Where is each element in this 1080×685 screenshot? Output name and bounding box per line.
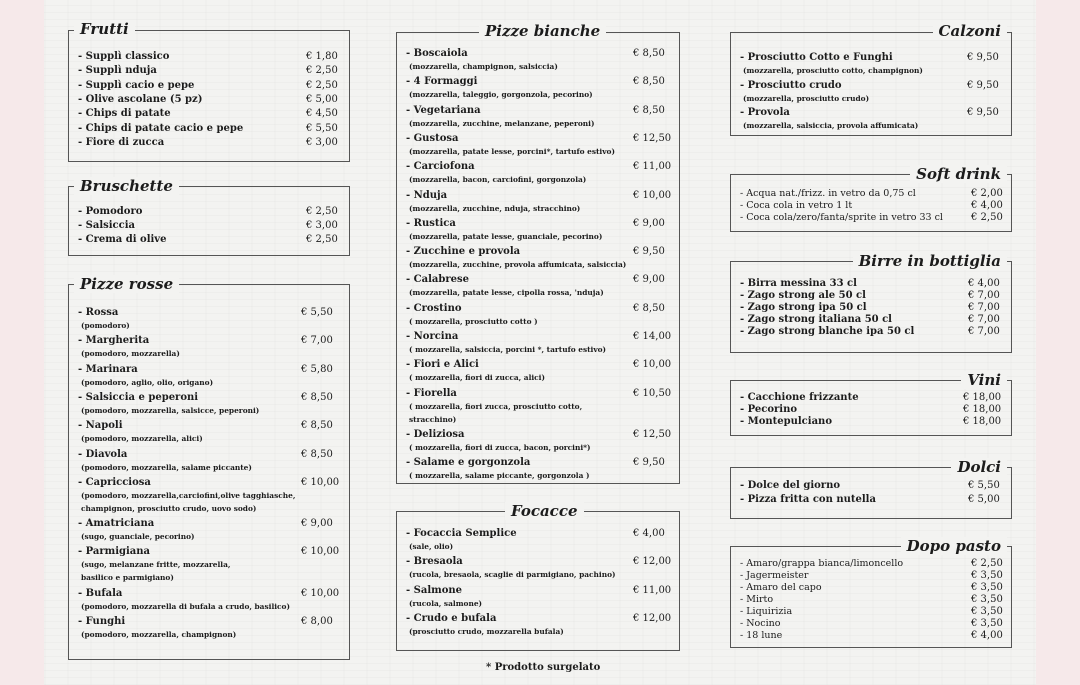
item-name: - Norcina xyxy=(406,331,459,342)
item-name: - Salame e gorgonzola xyxy=(406,457,531,469)
item-price: € 11,00 xyxy=(633,161,672,173)
item-description: (mozzarella, zucchine, provola affumicata, salsiccia) xyxy=(409,260,627,270)
item-price: € 9,00 xyxy=(633,217,665,229)
section-soft-drink xyxy=(730,165,1012,232)
item-price: € 5,50 xyxy=(968,480,1000,491)
item-name: - Bresaola xyxy=(406,556,463,568)
section-focacce xyxy=(396,502,680,651)
item-price: € 9,50 xyxy=(967,52,999,63)
item-price: € 4,50 xyxy=(306,108,338,120)
item-description: (mozzarella, prosciutto cotto, champignon) xyxy=(743,66,923,75)
item-price: € 7,00 xyxy=(968,326,1000,337)
item-price: € 14,00 xyxy=(633,331,672,342)
item-price: € 8,50 xyxy=(301,420,333,432)
item-price: € 9,50 xyxy=(633,457,665,469)
item-name: - Focaccia Semplice xyxy=(406,528,517,539)
item-name: - Margherita xyxy=(78,335,150,347)
item-name: - Amatriciana xyxy=(78,518,155,530)
item-description: (mozzarella, patate lesse, cipolla rossa, 'nduja) xyxy=(409,288,604,298)
item-price: € 9,50 xyxy=(967,79,999,91)
item-name: - Liquirizia xyxy=(740,606,793,617)
item-price: € 10,00 xyxy=(633,189,672,201)
item-price: € 7,00 xyxy=(968,290,1000,301)
item-price: € 9,50 xyxy=(967,107,999,118)
item-description: ( mozzarella, prosciutto cotto ) xyxy=(409,316,538,326)
item-description: ( mozzarella, fiori di zucca, bacon, porcini*) xyxy=(409,442,591,452)
item-description: (rucola, salmone) xyxy=(409,598,483,608)
item-price: € 5,50 xyxy=(306,122,338,134)
item-price: € 9,00 xyxy=(633,274,665,286)
item-price: € 12,00 xyxy=(633,556,672,568)
section-title: Dopo pasto xyxy=(901,537,1007,555)
item-name: - Bufala xyxy=(78,587,123,599)
item-name: - Funghi xyxy=(78,616,126,627)
item-description: (pomodoro) xyxy=(81,321,130,330)
item-price: € 3,50 xyxy=(971,606,1003,617)
item-description: ( mozzarella, salame piccante, gorgonzola ) xyxy=(409,471,590,481)
section-title: Frutti xyxy=(74,20,135,38)
item-description: ( mozzarella, salsiccia, porcini *, tartufo estivo) xyxy=(409,345,607,354)
item-description: (mozzarella, champignon, salsiccia) xyxy=(409,62,558,71)
item-description: (pomodoro, mozzarella, salame piccante) xyxy=(81,462,252,472)
item-name: - Deliziosa xyxy=(406,428,465,440)
item-description: (rucola, bresaola, scaglie di parmigiano, pachino) xyxy=(409,570,616,580)
item-price: € 1,80 xyxy=(306,51,338,62)
section-pizze-bianche xyxy=(396,22,680,484)
section-title: Vini xyxy=(961,371,1007,389)
item-description: (mozzarella, prosciutto crudo) xyxy=(743,93,870,103)
item-name: - Fiorella xyxy=(406,387,457,399)
item-price: € 10,50 xyxy=(633,387,672,399)
section-title: Dolci xyxy=(951,458,1007,476)
item-price: € 8,50 xyxy=(301,391,333,403)
item-name: - Nocino xyxy=(740,618,781,629)
item-name: - Crostino xyxy=(406,302,462,314)
section-pizze-rosse xyxy=(68,275,350,660)
item-price: € 8,00 xyxy=(301,616,333,627)
item-name: - Supplì cacio e pepe xyxy=(78,79,195,91)
item-price: € 18,00 xyxy=(963,392,1002,403)
item-price: € 18,00 xyxy=(963,416,1002,427)
item-name: - Calabrese xyxy=(406,274,469,286)
item-price: € 2,50 xyxy=(971,558,1003,569)
item-price: € 3,50 xyxy=(971,618,1003,629)
item-price: € 4,00 xyxy=(971,200,1003,211)
item-name: - Amaro del capo xyxy=(740,582,822,593)
item-price: € 10,00 xyxy=(301,546,340,558)
item-name: - Dolce del giorno xyxy=(740,480,841,491)
section-title: Pizze rosse xyxy=(74,275,179,293)
item-name: - Gustosa xyxy=(406,132,459,144)
item-price: € 4,00 xyxy=(968,278,1000,289)
item-price: € 4,00 xyxy=(633,528,665,539)
section-title: Bruschette xyxy=(74,177,179,195)
item-name: - Crema di olive xyxy=(78,234,167,245)
section-dolci xyxy=(730,458,1012,519)
footnote: * Prodotto surgelato xyxy=(486,662,601,673)
item-description: (mozzarella, patate lesse, porcini*, tartufo estivo) xyxy=(409,146,615,156)
item-price: € 12,50 xyxy=(633,132,672,144)
item-description: (mozzarella, patate lesse, guanciale, pecorino) xyxy=(409,231,603,241)
item-name: - Acqua nat./frizz. in vetro da 0,75 cl xyxy=(740,188,916,199)
item-name: - Pecorino xyxy=(740,404,798,415)
item-name: - Nduja xyxy=(406,189,448,201)
item-price: € 8,50 xyxy=(633,302,665,314)
item-price: € 10,00 xyxy=(301,587,340,599)
item-name: - Rossa xyxy=(78,307,119,318)
item-name: - Prosciutto crudo xyxy=(740,79,842,91)
item-name: - Fiori e Alici xyxy=(406,359,479,371)
item-name: - Zago strong ale 50 cl xyxy=(740,290,866,301)
section-bruschette xyxy=(68,177,350,256)
item-name: - Marinara xyxy=(78,363,138,375)
menu-sheet xyxy=(44,0,1036,685)
item-description: champignon, prosciutto crudo, uovo sodo) xyxy=(81,503,257,513)
section-title: Pizze bianche xyxy=(479,22,606,40)
item-name: - Mirto xyxy=(740,594,774,605)
item-price: € 2,50 xyxy=(306,65,338,77)
item-price: € 5,80 xyxy=(301,363,333,375)
item-price: € 3,50 xyxy=(971,582,1003,593)
item-description: ( mozzarella, fiori di zucca, alici) xyxy=(409,373,545,383)
item-name: - Provola xyxy=(740,107,790,118)
item-name: - Parmigiana xyxy=(78,546,151,558)
item-price: € 2,00 xyxy=(971,188,1003,199)
item-name: - Rustica xyxy=(406,217,456,229)
item-name: - Diavola xyxy=(78,448,128,460)
item-price: € 8,50 xyxy=(301,448,333,460)
section-title: Focacce xyxy=(505,502,584,520)
section-calzoni xyxy=(730,22,1012,136)
section-birre xyxy=(730,252,1012,353)
item-price: € 3,50 xyxy=(971,570,1003,581)
item-description: (mozzarella, zucchine, melanzane, peperoni) xyxy=(409,118,595,128)
item-name: - Cacchione frizzante xyxy=(740,392,859,403)
item-price: € 10,00 xyxy=(301,476,340,488)
item-price: € 8,50 xyxy=(633,104,665,116)
item-price: € 4,00 xyxy=(971,630,1003,641)
item-price: € 2,50 xyxy=(306,234,338,245)
item-price: € 5,50 xyxy=(301,307,333,318)
item-price: € 11,00 xyxy=(633,584,672,596)
item-name: - Vegetariana xyxy=(406,104,481,116)
item-price: € 5,00 xyxy=(306,93,338,105)
item-description: (pomodoro, mozzarella, salsicce, peperoni) xyxy=(81,405,260,415)
item-description: (prosciutto crudo, mozzarella bufala) xyxy=(409,626,564,636)
item-price: € 3,50 xyxy=(971,594,1003,605)
item-name: - Capricciosa xyxy=(78,476,151,488)
item-price: € 2,50 xyxy=(306,79,338,91)
item-name: - 18 lune xyxy=(740,630,783,641)
item-name: - Chips di patate xyxy=(78,108,171,120)
item-name: - Coca cola/zero/fanta/sprite in vetro 33 cl xyxy=(740,212,943,223)
item-description: stracchino) xyxy=(409,414,457,424)
item-price: € 7,00 xyxy=(968,314,1000,325)
item-name: - Montepulciano xyxy=(740,416,832,427)
item-description: (mozzarella, taleggio, gorgonzola, pecorino) xyxy=(409,90,593,100)
item-price: € 7,00 xyxy=(301,335,333,347)
section-dopo-pasto xyxy=(730,537,1012,648)
item-name: - Birra messina 33 cl xyxy=(740,278,857,289)
item-price: € 9,00 xyxy=(301,518,333,530)
section-title: Birre in bottiglia xyxy=(853,252,1007,270)
item-price: € 12,50 xyxy=(633,428,672,440)
item-name: - Napoli xyxy=(78,420,123,432)
item-name: - Zago strong ipa 50 cl xyxy=(740,302,867,313)
item-name: - Pizza fritta con nutella xyxy=(740,494,876,505)
item-name: - Carciofona xyxy=(406,161,475,173)
section-vini xyxy=(730,371,1012,436)
item-price: € 2,50 xyxy=(971,212,1003,223)
item-name: - Salsiccia xyxy=(78,220,136,231)
item-name: - Chips di patate cacio e pepe xyxy=(78,122,244,134)
item-name: - Boscaiola xyxy=(406,48,468,59)
item-name: - Salmone xyxy=(406,584,463,596)
item-price: € 18,00 xyxy=(963,404,1002,415)
section-title: Soft drink xyxy=(910,165,1007,183)
item-description: (sale, olio) xyxy=(409,542,454,551)
item-name: - Prosciutto Cotto e Funghi xyxy=(740,52,893,63)
item-name: - Crudo e bufala xyxy=(406,612,497,624)
item-price: € 8,50 xyxy=(633,76,665,88)
item-name: - Coca cola in vetro 1 lt xyxy=(740,200,853,211)
item-name: - Zucchine e provola xyxy=(406,246,521,258)
item-name: - Amaro/grappa bianca/limoncello xyxy=(740,558,904,569)
item-name: - Pomodoro xyxy=(78,206,143,217)
item-description: (pomodoro, mozzarella di bufala a crudo, basilico) xyxy=(81,601,290,611)
item-description: (sugo, melanzane fritte, mozzarella, xyxy=(81,560,231,570)
item-name: - Jagermeister xyxy=(740,570,809,581)
item-description: (mozzarella, bacon, carciofini, gorgonzola) xyxy=(409,175,587,185)
item-description: (pomodoro, aglio, olio, origano) xyxy=(81,377,214,387)
item-price: € 7,00 xyxy=(968,302,1000,313)
item-name: - Salsiccia e peperoni xyxy=(78,391,199,403)
item-name: - Fiore di zucca xyxy=(78,136,165,148)
item-price: € 9,50 xyxy=(633,246,665,258)
item-description: (sugo, guanciale, pecorino) xyxy=(81,532,195,542)
item-name: - Zago strong italiana 50 cl xyxy=(740,314,892,325)
section-title: Calzoni xyxy=(933,22,1007,40)
item-price: € 2,50 xyxy=(306,206,338,217)
item-price: € 3,00 xyxy=(306,136,338,148)
item-name: - Supplì nduja xyxy=(78,65,157,77)
item-price: € 3,00 xyxy=(306,220,338,231)
item-name: - Olive ascolane (5 pz) xyxy=(78,93,203,105)
section-frutti xyxy=(68,20,350,162)
item-price: € 12,00 xyxy=(633,612,672,624)
item-description: ( mozzarella, fiori zucca, prosciutto cotto, xyxy=(409,401,583,411)
item-description: basilico e parmigiano) xyxy=(81,573,174,583)
item-price: € 10,00 xyxy=(633,359,672,371)
item-description: (pomodoro, mozzarella, alici) xyxy=(81,434,203,444)
item-description: (mozzarella, salsiccia, provola affumicata) xyxy=(743,121,919,130)
item-name: - 4 Formaggi xyxy=(406,76,478,88)
item-description: (pomodoro, mozzarella) xyxy=(81,349,180,359)
item-name: - Supplì classico xyxy=(78,51,170,62)
item-name: - Zago strong blanche ipa 50 cl xyxy=(740,326,915,337)
item-description: (pomodoro, mozzarella, champignon) xyxy=(81,630,237,639)
item-description: (pomodoro, mozzarella,carciofini,olive tagghiasche, xyxy=(81,490,296,500)
item-price: € 5,00 xyxy=(968,494,1000,505)
item-price: € 8,50 xyxy=(633,48,665,59)
item-description: (mozzarella, zucchine, nduja, stracchino) xyxy=(409,203,581,213)
